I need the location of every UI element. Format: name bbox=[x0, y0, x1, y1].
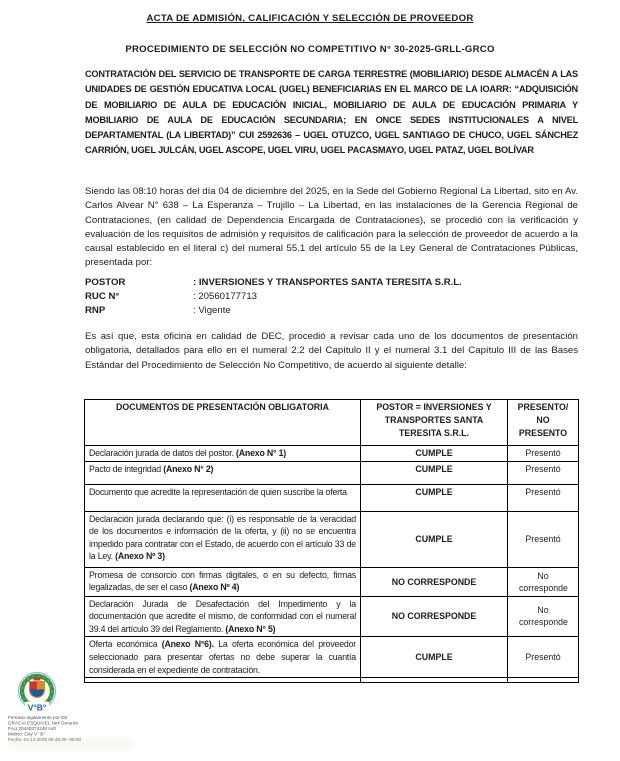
table-row bbox=[85, 596, 579, 637]
bidder-row-ruc bbox=[85, 290, 462, 304]
status-cell: CUMPLE bbox=[361, 511, 508, 567]
presented-cell: Presentó bbox=[508, 446, 579, 462]
table-empty-row bbox=[85, 678, 579, 683]
empty-cell bbox=[508, 678, 579, 683]
header-postor: POSTOR = INVERSIONES Y TRANSPORTES SANTA TERESITA S.R.L. bbox=[361, 400, 508, 446]
empty-cell bbox=[361, 678, 508, 683]
documents-table bbox=[84, 399, 579, 683]
review-paragraph: Es así que, esta oficina en calidad de DEC, procedió a revisar cada uno de los documentos de presentación obligatoria, detallados para ello en el numeral 2.2 del Capítulo II y el numeral 3.1 del Capítulo III de las Bases Estándar del Procedimiento de Selección No Competitivo, de acuerdo al siguiente detalle: bbox=[85, 331, 578, 371]
status-cell: CUMPLE bbox=[361, 461, 508, 484]
signature-line: Firmado digitalmente por DE bbox=[8, 716, 68, 721]
bidder-info-block bbox=[85, 276, 462, 319]
table-row bbox=[85, 484, 579, 511]
bidder-value: : INVERSIONES Y TRANSPORTES SANTA TERESITA S.R.L. bbox=[193, 277, 462, 288]
document-cell: Documento que acredite la representación de quien suscribe la oferta bbox=[85, 484, 361, 511]
table-row bbox=[85, 511, 579, 567]
presented-cell: Presentó bbox=[508, 637, 579, 678]
status-cell: NO CORRESPONDE bbox=[361, 567, 508, 596]
presented-cell: Presentó bbox=[508, 484, 579, 511]
header-presento-line1: PRESENTO/ bbox=[517, 402, 569, 412]
document-cell: Oferta económica (Anexo N°6). La oferta económica del proveedor seleccionado para presentar ofertas no debe superar la cuantía considerada en el expediente de contratación. bbox=[85, 637, 361, 678]
contract-description-paragraph: CONTRATACIÓN DEL SERVICIO DE TRANSPORTE DE CARGA TERRESTRE (MOBILIARIO) DESDE ALMACÉN A LAS UNIDADES DE GESTIÓN EDUCATIVA LOCAL (UGEL) BENEFICIARIAS EN EL MARCO DE LA IOARR: “ADQUISICIÓN DE MOBILIARIO DE AULA DE EDUCACIÓN INICIAL, MOBILIARIO DE AULA DE EDUCACIÓN PRIMARIA Y MOBILIARIO DE AULA DE EDUCACIÓN SECUNDARIA; EN ONCE SEDES INSTITUCIONALES A NIVEL DEPARTAMENTAL (LA LIBERTAD)” CUI 2592636 – UGEL OTUZCO, UGEL SANTIAGO DE CHUCO, UGEL SÁNCHEZ CARRIÓN, UGEL JULCÁN, UGEL ASCOPE, UGEL VIRU, UGEL PACASMAYO, UGEL PATAZ, UGEL BOLÍVAR bbox=[85, 69, 578, 156]
status-cell: CUMPLE bbox=[361, 484, 508, 511]
table-header-row bbox=[85, 400, 579, 446]
intro-paragraph: Siendo las 08:10 horas del día 04 de diciembre del 2025, en la Sede del Gobierno Regional La Libertad, sito en Av. Carlos Alvear N° 638 – La Esperanza – Trujillo – La Libertad, en las instalaciones de la Gerencia Regional de Contrataciones, (en calidad de Dependencia Encargada de Contrataciones), se procedió con la verificación y evaluación de los requisitos de admisión y requisitos de calificación para la selección de proveedor de acuerdo a la causal establecido en el literal c) del numeral 55.1 del artículo 55 de la Ley General de Contrataciones Públicas, presentada por: bbox=[85, 186, 578, 269]
presented-cell: No corresponde bbox=[508, 567, 579, 596]
table-row bbox=[85, 461, 579, 484]
table-row bbox=[85, 637, 579, 678]
bidder-row-rnp bbox=[85, 304, 462, 318]
table-row bbox=[85, 446, 579, 462]
presented-cell: Presentó bbox=[508, 511, 579, 567]
signature-line: GRACIA ESQUIVEL Neil Gerardo bbox=[8, 721, 79, 727]
document-cell: Promesa de consorcio con firmas digitales, o en su defecto, firmas legalizadas, de ser el caso (Anexo Nº 4) bbox=[85, 567, 361, 596]
faint-stamp-ghost bbox=[8, 739, 133, 749]
signature-line: Motivo: Doy V° B° bbox=[8, 732, 46, 738]
status-cell: CUMPLE bbox=[361, 637, 508, 678]
header-presento-line2: NO PRESENTO bbox=[518, 415, 568, 438]
table-row bbox=[85, 567, 579, 596]
document-cell: Declaración jurada de datos del postor. (Anexo N° 1) bbox=[85, 446, 361, 462]
status-cell: CUMPLE bbox=[361, 446, 508, 462]
document-cell: Declaración Jurada de Desafectación del Impedimento y la documentación que acredite el mismo, de conformidad con el numeral 39.4 del artículo 39 del Reglamento. (Anexo N° 5) bbox=[85, 596, 361, 637]
document-cell: Pacto de integridad (Anexo N° 2) bbox=[85, 461, 361, 484]
bidder-label: POSTOR bbox=[85, 277, 126, 288]
presented-cell: No corresponde bbox=[508, 596, 579, 637]
bidder-label: RUC N° bbox=[85, 291, 120, 303]
header-presento bbox=[508, 400, 579, 446]
vobo-seal-icon bbox=[11, 671, 63, 717]
status-cell: NO CORRESPONDE bbox=[361, 596, 508, 637]
signature-line: FAU 20440374248 soft bbox=[8, 726, 56, 732]
header-documents: DOCUMENTOS DE PRESENTACIÓN OBLIGATORIA bbox=[85, 400, 361, 446]
bidder-row-postor bbox=[85, 276, 462, 290]
vobo-text: V°B° bbox=[27, 702, 47, 713]
bidder-label: RNP bbox=[85, 305, 106, 317]
bidder-value: : 20560177713 bbox=[193, 291, 258, 303]
signature-line: Fecha: 04.12.2025 09:45:38 -05:00 bbox=[8, 737, 82, 743]
empty-cell bbox=[85, 678, 361, 683]
document-cell: Declaración jurada declarando que: (i) es responsable de la veracidad de los documentos e información de la oferta, y (ii) no se encuentra impedido para contratar con el Estado, de acuerdo con el artículo 33 de la Ley. (Anexo Nº 3) bbox=[85, 511, 361, 567]
bidder-value: : Vigente bbox=[193, 305, 231, 317]
procedure-number-subtitle: PROCEDIMIENTO DE SELECCIÓN NO COMPETITIVO N° 30-2025-GRLL-GRCO bbox=[125, 44, 495, 55]
presented-cell: Presentó bbox=[508, 461, 579, 484]
page-title: ACTA DE ADMISIÓN, CALIFICACIÓN Y SELECCIÓN DE PROVEEDOR bbox=[146, 13, 474, 24]
